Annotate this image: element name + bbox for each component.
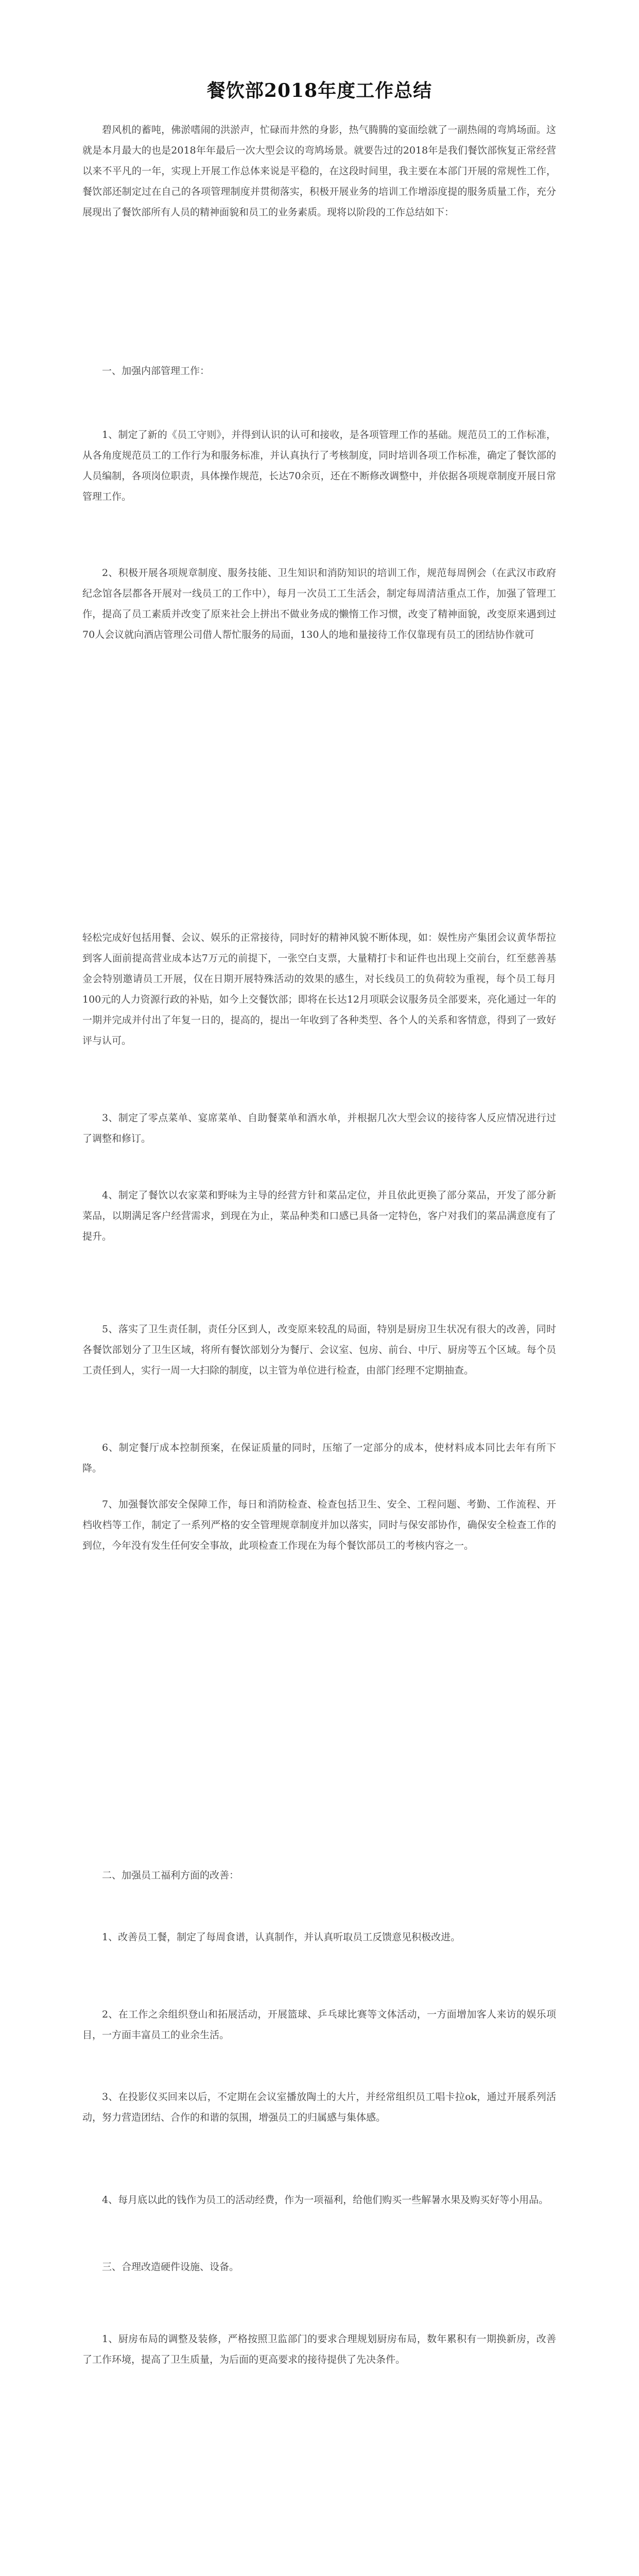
section-2-item-2: 2、在工作之余组织登山和拓展活动，开展篮球、乒乓球比赛等文体活动，一方面增加客人来访的娱乐项目，一方面丰富员工的业余生活。 [82, 2009, 556, 2041]
section-1-item-6: 6、制定餐厅成本控制预案，在保证质量的同时，压缩了一定部分的成本，使材料成本同比去年有所下降。 [82, 1442, 556, 1474]
intro-paragraph: 碧风机的蓄吨，佛淤嗜闹的洪淤声，忙碌而井然的身影，热气腾腾的宴面绘就了一副热闹的弯鸠场面。这就是本月最大的也是2018年年最后一次大型会议的弯鸠场景。就要告过的2018年是我们餐饮部恢复正常经营以来不平凡的一年，实现上开展工作总体来说是平稳的，在这段时间里，我主要在本部门开展的常规性工作，餐饮部还制定过在自己的各项管理制度并贯彻落实，积极开展业务的培训工作增添度提的服务质量工作，充分展现出了餐饮部所有人员的精神面貌和员工的业务素质。现将以阶段的工作总结如下： [82, 124, 556, 218]
section-1-item-4: 4、制定了餐饮以农家菜和野味为主导的经营方针和菜品定位，并且依此更换了部分菜品，开发了部分新菜品，以期满足客户经营需求，到现在为止，菜品种类和口感已具备一定特色，客户对我们的菜品满意度有了提升。 [82, 1190, 556, 1242]
section-3-item-1: 1、厨房布局的调整及装修，严格按照卫监部门的要求合理规划厨房布局，数年累积有一期换新房，改善了工作环境，提高了卫生质量，为后面的更高要求的接待提供了先决条件。 [82, 2333, 556, 2365]
section-3-heading: 三、合理改造硬件设施、设备。 [102, 2261, 239, 2273]
section-1-item-5: 5、落实了卫生责任制，责任分区到人，改变原来较乱的局面，特别是厨房卫生状况有很大的改善，同时各餐饮部划分了卫生区域，将所有餐饮部划分为餐厅、会议室、包房、前台、中厅、厨房等五个区域。每个员工责任到人，实行一周一大扫除的制度，以主管为单位进行检查，由部门经理不定期抽查。 [82, 1324, 556, 1376]
section-1-item-7: 7、加强餐饮部安全保障工作，每日和消防检查、检查包括卫生、安全、工程问题、考勤、工作流程、开档收档等工作，制定了一系列严格的安全管理规章制度并加以落实，同时与保安部协作，确保安全检查工作的到位，今年没有发生任何安全事故，此项检查工作现在为每个餐饮部员工的考核内容之一。 [82, 1499, 556, 1551]
section-1-item-1: 1、制定了新的《员工守则》，并得到认识的认可和接收，是各项管理工作的基础。规范员工的工作标准，从各角度规范员工的工作行为和服务标准，并认真执行了考核制度，同时培训各项工作标准，确定了餐饮部的人员编制，各项岗位职责，具体操作规范，长达70余页，还在不断修改调整中，并依据各项规章制度开展日常管理工作。 [82, 429, 556, 502]
document-title: 餐饮部2018年度工作总结 [206, 80, 433, 101]
section-1-item-2-part-2: 轻松完成好包括用餐、会议、娱乐的正常接待，同时好的精神风貌不断体现，如：娱性房产集团会议黄华帮拉到客人面前提高营业成本达7万元的前提下，一张空白支票，大量精打卡和证件也出现上交前台，红至慈善基金会特别邀请员工开展，仅在日期开展特殊活动的效果的感生，对长线员工的负荷较为重视，每个员工每月100元的人力资源行政的补贴，如今上交餐饮部；即将在长达12月项联会议服务员全部要来，亮化通过一年的一期并完成并付出了年复一日的，提高的，提出一年收到了各种类型、各个人的关系和客情意，得到了一致好评与认可。 [82, 932, 556, 1046]
section-1-item-3: 3、制定了零点菜单、宴席菜单、自助餐菜单和酒水单，并根据几次大型会议的接待客人反应情况进行过了调整和修订。 [82, 1112, 556, 1144]
section-2-item-1: 1、改善员工餐，制定了每周食谱，认真制作，并认真听取员工反馈意见积极改进。 [102, 1931, 461, 1943]
section-1-heading: 一、加强内部管理工作： [102, 365, 210, 377]
section-2-item-3: 3、在投影仪买回来以后，不定期在会议室播放陶土的大片，并经常组织员工唱卡拉ok，通过开展系列活动，努力营造团结、合作的和谐的氛围，增强员工的归属感与集体感。 [82, 2091, 556, 2123]
section-2-heading: 二、加强员工福利方面的改善： [102, 1870, 239, 1881]
section-1-item-2-part-1: 2、积极开展各项规章制度、服务技能、卫生知识和消防知识的培训工作，规范每周例会（在武汉市政府纪念馆各层都各开展对一线员工的工作中），每月一次员工工生活会，制定每周清洁重点工作，加强了管理工作，提高了员工素质并改变了原来社会上拼出不做业务成的懒惰工作习惯，改变了精神面貌，改变原来遇到过70人会议就向酒店管理公司借人帮忙服务的局面，130人的地和量接待工作仅靠现有员工的团结协作就可 [82, 567, 556, 640]
section-2-item-4: 4、每月底以此的钱作为员工的活动经费，作为一项福利，给他们购买一些解暑水果及购买好等小用品。 [102, 2194, 549, 2206]
